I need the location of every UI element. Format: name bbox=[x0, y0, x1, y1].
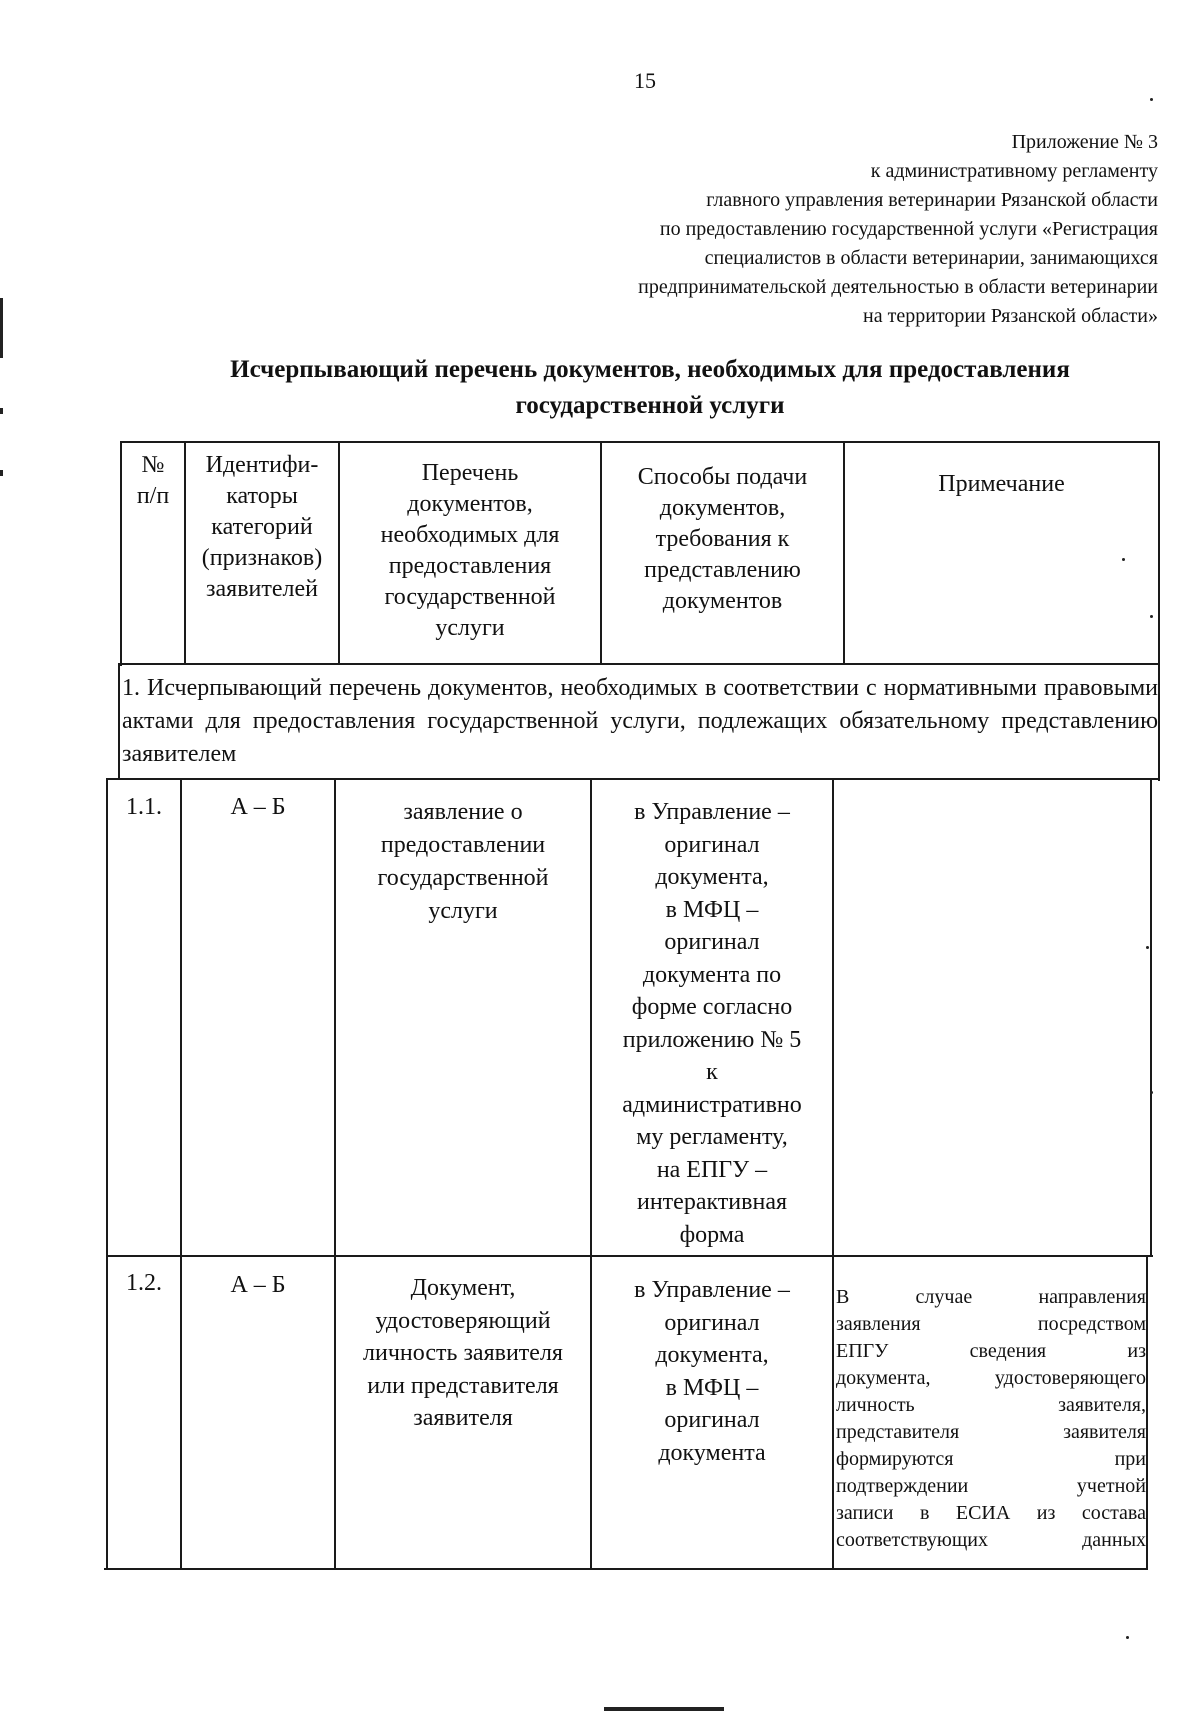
note-line: соответствующих данных bbox=[836, 1529, 1146, 1551]
scan-speck bbox=[1122, 558, 1125, 561]
appendix-line: на территории Рязанской области» bbox=[863, 305, 1158, 327]
note-line: В случае направления bbox=[836, 1286, 1146, 1308]
scan-speck bbox=[1126, 1636, 1129, 1639]
appendix-line: по предоставлению государственной услуги «Регистрация bbox=[659, 218, 1158, 240]
note-line: подтверждении учетной bbox=[836, 1475, 1146, 1497]
title-line: государственной услуги bbox=[515, 392, 785, 419]
table-border-left bbox=[118, 663, 120, 780]
table-border-right bbox=[1146, 1255, 1148, 1568]
appendix-line: Приложение № 3 bbox=[1011, 131, 1158, 153]
note-line: записи в ЕСИА из состава bbox=[836, 1502, 1146, 1524]
header-submission: Способы подачи документов, требования к представлению документов bbox=[637, 464, 808, 614]
note-line: заявления посредством bbox=[836, 1313, 1146, 1335]
note-line: личность заявителя, bbox=[836, 1394, 1146, 1416]
header-number: № п/п bbox=[136, 452, 170, 509]
page-number: 15 bbox=[634, 68, 656, 93]
table-column-line bbox=[832, 778, 834, 1570]
scan-speck bbox=[1150, 98, 1153, 101]
note-line: формируются при bbox=[836, 1448, 1146, 1470]
row-identifier: А – Б bbox=[230, 1272, 286, 1298]
section-1-title: 1. Исчерпывающий перечень документов, необходимых в соответствии с нормативными правовыми актами для предоставления государственной услуги, подлежащих обязательному представлению заявителем bbox=[122, 675, 1158, 767]
row-document: заявление о предоставлении государственной услуги bbox=[377, 799, 549, 924]
scan-speck bbox=[1150, 1091, 1153, 1094]
row-identifier: А – Б bbox=[230, 794, 286, 820]
table-column-line bbox=[180, 778, 182, 1570]
row-submission: в Управление – оригинал документа, в МФЦ – оригинал документа по форме согласно приложению № 5 к административно му регламенту, на ЕПГУ – интерактивная форма bbox=[622, 799, 802, 1248]
row-document: Документ, удостоверяющий личность заявителя или представителя заявителя bbox=[363, 1275, 563, 1431]
table-header-divider bbox=[120, 663, 1160, 665]
note-line: ЕПГУ сведения из bbox=[836, 1340, 1146, 1362]
row-number: 1.1. bbox=[126, 794, 162, 820]
scan-speck bbox=[1150, 615, 1153, 618]
table-border-bottom bbox=[104, 1568, 1148, 1570]
table-border-top bbox=[120, 441, 1160, 443]
row-number: 1.2. bbox=[126, 1270, 162, 1296]
scan-speck bbox=[1146, 946, 1149, 949]
appendix-line: специалистов в области ветеринарии, занимающихся bbox=[704, 247, 1158, 269]
note-line: документа, удостоверяющего bbox=[836, 1367, 1146, 1389]
appendix-line: к административному регламенту bbox=[870, 160, 1158, 182]
header-documents: Перечень документов, необходимых для предоставления государственной услуги bbox=[380, 460, 560, 641]
table-border-right bbox=[1150, 778, 1152, 1255]
header-identifiers: Идентифи- каторы категорий (признаков) заявителей bbox=[201, 452, 323, 602]
table-section-divider bbox=[106, 778, 1160, 780]
header-note: Примечание bbox=[938, 471, 1065, 497]
table-border-left bbox=[106, 778, 108, 1570]
row-submission: в Управление – оригинал документа, в МФЦ – оригинал документа bbox=[634, 1277, 790, 1466]
scan-edge-mark bbox=[0, 408, 3, 414]
note-line: представителя заявителя bbox=[836, 1421, 1146, 1443]
scan-edge-mark bbox=[0, 298, 3, 358]
table-border-right bbox=[1158, 441, 1160, 781]
appendix-line: главного управления ветеринарии Рязанской области bbox=[706, 189, 1158, 211]
appendix-line: предпринимательской деятельностью в области ветеринарии bbox=[638, 276, 1158, 298]
document-title bbox=[130, 352, 1170, 424]
title-line: Исчерпывающий перечень документов, необходимых для предоставления bbox=[230, 356, 1070, 383]
table-row-divider bbox=[106, 1255, 1153, 1257]
scan-edge-mark bbox=[0, 470, 3, 476]
appendix-header bbox=[398, 128, 1158, 331]
scan-edge-mark bbox=[604, 1707, 724, 1711]
